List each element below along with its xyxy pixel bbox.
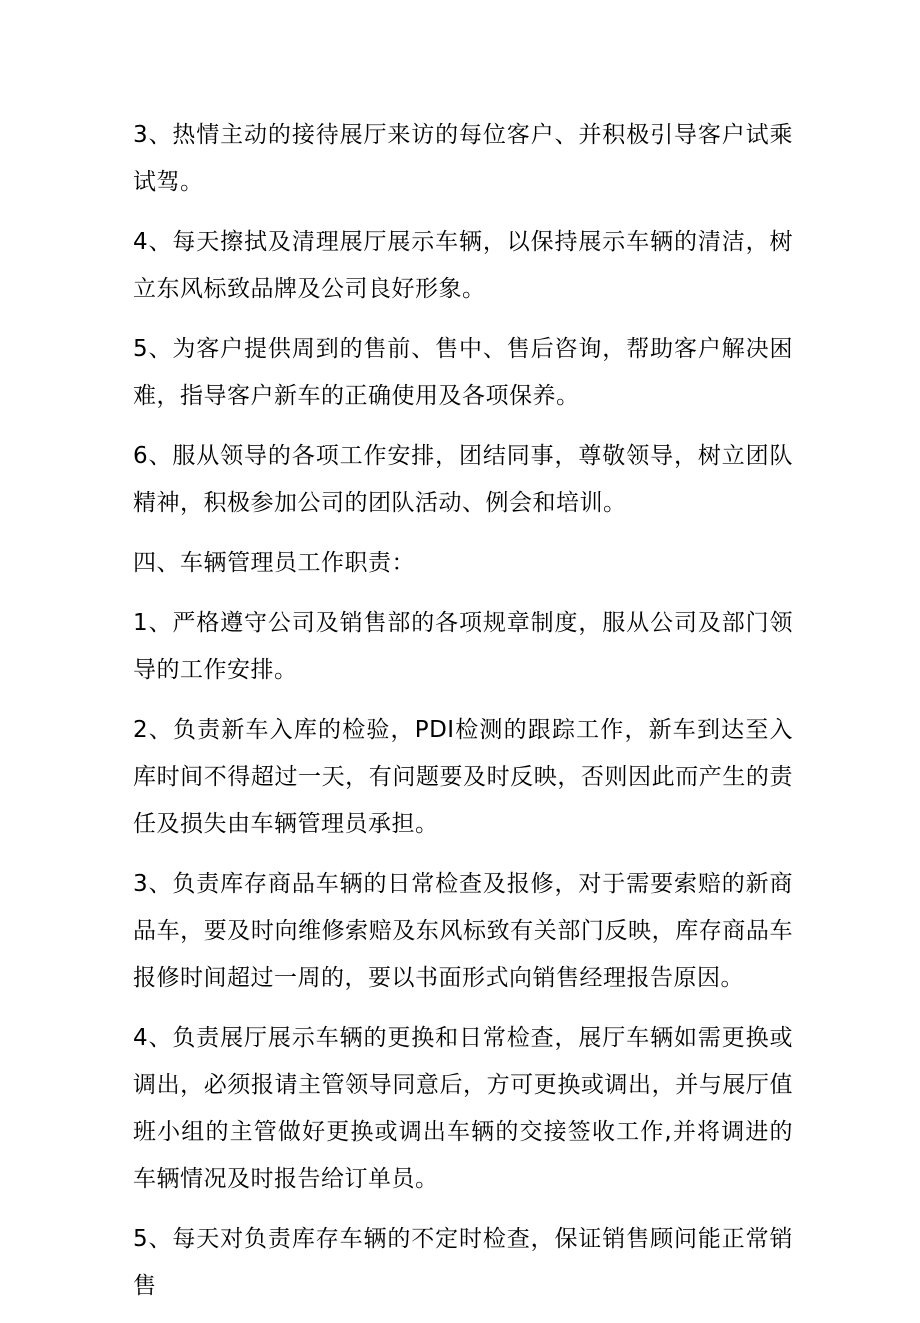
vehicle-manager-item-1: 1、严格遵守公司及销售部的各项规章制度，服从公司及部门领导的工作安排。	[133, 610, 793, 683]
duty-item-4: 4、每天擦拭及清理展厅展示车辆，以保持展示车辆的清洁，树立东风标致品牌及公司良好形象。	[133, 229, 793, 302]
vehicle-manager-item-5: 5、每天对负责库存车辆的不定时检查，保证销售顾问能正常销售	[133, 1226, 793, 1299]
section-heading: 四、车辆管理员工作职责：	[133, 550, 415, 576]
vehicle-manager-item-4: 4、负责展厅展示车辆的更换和日常检查，展厅车辆如需更换或调出，必须报请主管领导同意后，方可更换或调出，并与展厅值班小组的主管做好更换或调出车辆的交接签收工作,并将调进的车辆情况及时报告给订单员。	[133, 1025, 793, 1192]
duty-item-6: 6、服从领导的各项工作安排，团结同事，尊敬领导，树立团队精神，积极参加公司的团队活动、例会和培训。	[133, 443, 793, 516]
duty-item-5: 5、为客户提供周到的售前、售中、售后咨询，帮助客户解决困难，指导客户新车的正确使用及各项保养。	[133, 336, 793, 409]
duty-item-3: 3、热情主动的接待展厅来访的每位客户、并积极引导客户试乘试驾。	[133, 122, 793, 195]
vehicle-manager-item-2: 2、负责新车入库的检验，PDI检测的跟踪工作，新车到达至入库时间不得超过一天，有问题要及时反映，否则因此而产生的责任及损失由车辆管理员承担。	[133, 717, 793, 837]
document-body	[133, 112, 793, 1323]
vehicle-manager-item-3: 3、负责库存商品车辆的日常检查及报修，对于需要索赔的新商品车，要及时向维修索赔及东风标致有关部门反映，库存商品车报修时间超过一周的，要以书面形式向销售经理报告原因。	[133, 871, 793, 991]
